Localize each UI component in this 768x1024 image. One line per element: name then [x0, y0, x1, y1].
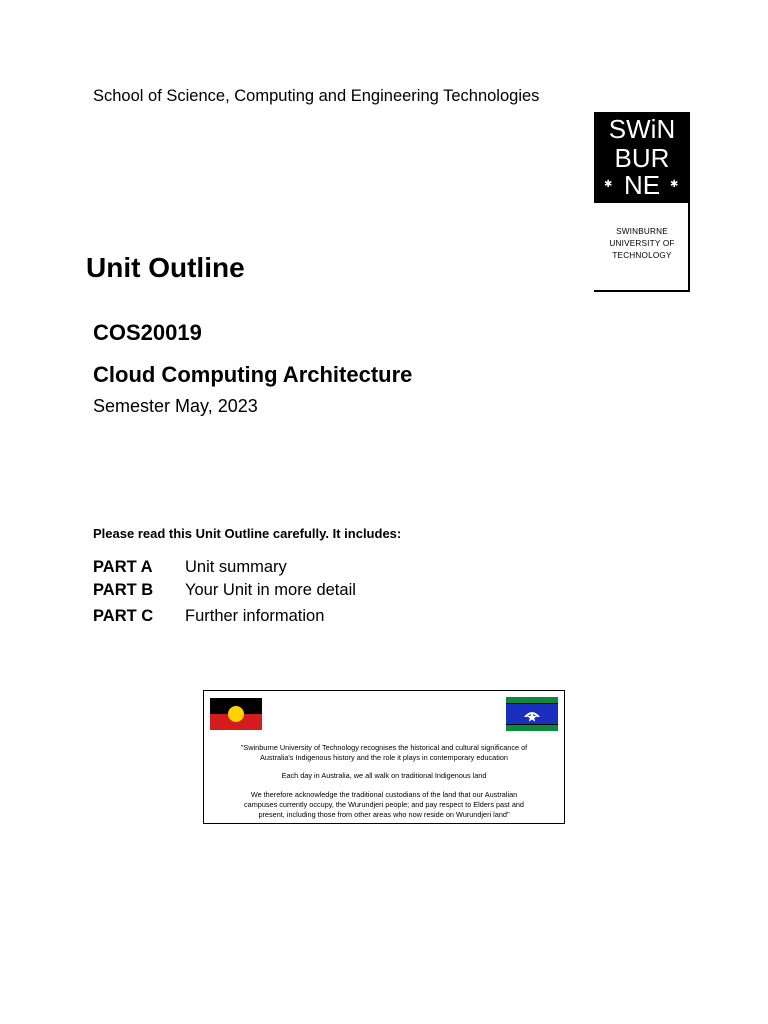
acknowledgement-line-6: present, including those from other areas who now reside on Wurundjeri land"	[258, 810, 510, 819]
acknowledgement-line-5: campuses currently occupy, the Wurundjeri people; and pay respect to Elders past and	[243, 800, 524, 809]
acknowledgement-line-1: "Swinburne University of Technology recognises the historical and cultural significance of	[240, 743, 528, 752]
logo-line-2: BUR	[614, 143, 670, 173]
star-icon: ✱	[604, 179, 613, 190]
logo-line-1: SWiN	[608, 114, 676, 144]
aboriginal-flag-icon	[210, 698, 262, 730]
logo-line-3: NE	[623, 170, 661, 200]
acknowledgement-line-2: Australia's Indigenous history and the role it plays in contemporary education	[259, 753, 508, 762]
part-c-label: PART C	[93, 607, 154, 625]
page-title: Unit Outline	[86, 252, 245, 283]
semester: Semester May, 2023	[93, 396, 258, 416]
star-icon: ✱	[670, 179, 679, 190]
swinburne-logo	[594, 112, 690, 292]
intro-text: Please read this Unit Outline carefully. It includes:	[93, 526, 402, 541]
torres-strait-flag-icon	[506, 697, 558, 731]
logo-border-bottom	[594, 290, 690, 292]
part-b-text: Your Unit in more detail	[185, 581, 356, 599]
logo-subtitle-line-3: TECHNOLOGY	[612, 251, 672, 260]
part-b-label: PART B	[93, 581, 154, 599]
acknowledgement-line-3: Each day in Australia, we all walk on traditional Indigenous land	[281, 771, 487, 780]
school-name: School of Science, Computing and Engineering Technologies	[93, 87, 540, 105]
unit-code: COS20019	[93, 320, 202, 345]
acknowledgement-box	[203, 690, 565, 824]
acknowledgement-line-4: We therefore acknowledge the traditional custodians of the land that our Australian	[250, 790, 518, 799]
logo-wordmark-block	[594, 112, 690, 203]
logo-subtitle-line-1: SWINBURNE	[616, 227, 668, 236]
part-a-label: PART A	[93, 558, 153, 576]
unit-name: Cloud Computing Architecture	[93, 362, 413, 387]
part-a-text: Unit summary	[185, 558, 287, 576]
logo-subtitle-line-2: UNIVERSITY OF	[609, 239, 675, 248]
part-c-text: Further information	[185, 607, 325, 625]
logo-subtitle	[594, 226, 690, 262]
logo-border-right	[688, 203, 690, 292]
